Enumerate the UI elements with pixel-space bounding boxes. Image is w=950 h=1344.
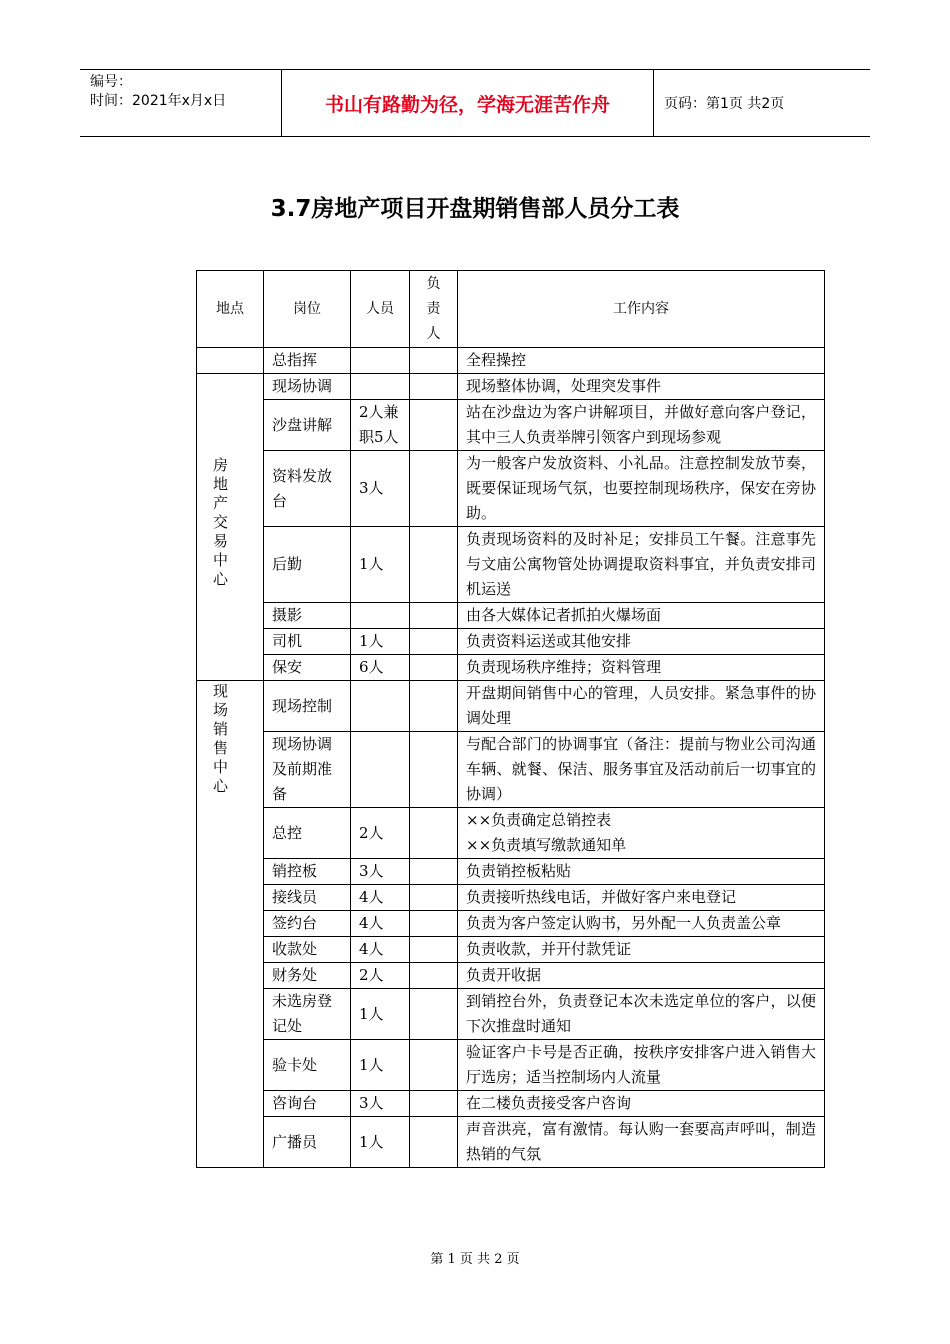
header-content: 工作内容 <box>458 271 825 348</box>
position-cell: 沙盘讲解 <box>264 400 351 451</box>
content-cell: 负责收款，并开付款凭证 <box>458 937 825 963</box>
table-row <box>197 348 825 374</box>
table-row <box>197 808 825 859</box>
staff-cell: 3人 <box>351 451 410 527</box>
header-position: 岗位 <box>264 271 351 348</box>
responsible-cell <box>410 374 458 400</box>
header-time: 时间：2021年x月x日 <box>90 93 227 109</box>
staff-assignment-table <box>196 270 825 1168</box>
content-cell: 验证客户卡号是否正确，按秩序安排客户进入销售大厅选房；适当控制场内人流量 <box>458 1040 825 1091</box>
table-row <box>197 1040 825 1091</box>
responsible-cell <box>410 732 458 808</box>
content-cell: 负责资料运送或其他安排 <box>458 629 825 655</box>
responsible-cell <box>410 859 458 885</box>
table-row <box>197 400 825 451</box>
table-row <box>197 859 825 885</box>
content-cell: 在二楼负责接受客户咨询 <box>458 1091 825 1117</box>
responsible-cell <box>410 808 458 859</box>
staff-cell: 1人 <box>351 1040 410 1091</box>
content-cell: 声音洪亮，富有激情。每认购一套要高声呼叫，制造热销的气氛 <box>458 1117 825 1168</box>
location-cell-trading-center <box>197 374 264 681</box>
position-cell: 资料发放台 <box>264 451 351 527</box>
responsible-cell <box>410 348 458 374</box>
staff-cell: 2人兼职5人 <box>351 400 410 451</box>
responsible-cell <box>410 629 458 655</box>
responsible-cell <box>410 681 458 732</box>
page-title: 3.7房地产项目开盘期销售部人员分工表 <box>270 196 680 222</box>
responsible-cell <box>410 937 458 963</box>
position-cell: 现场协调及前期准备 <box>264 732 351 808</box>
content-line: ××负责填写缴款通知单 <box>466 836 627 854</box>
table-row <box>197 527 825 603</box>
document-header <box>80 69 870 137</box>
staff-cell: 2人 <box>351 963 410 989</box>
header-responsible <box>410 271 458 348</box>
position-cell: 司机 <box>264 629 351 655</box>
responsible-cell <box>410 451 458 527</box>
header-responsible-label: 负责人 <box>426 275 441 342</box>
content-cell: 与配合部门的协调事宜（备注：提前与物业公司沟通车辆、就餐、保洁、服务事宜及活动前后一切事宜的协调） <box>458 732 825 808</box>
staff-cell: 1人 <box>351 1117 410 1168</box>
content-cell: 负责为客户签定认购书，另外配一人负责盖公章 <box>458 911 825 937</box>
table-row <box>197 989 825 1040</box>
staff-cell: 1人 <box>351 629 410 655</box>
position-cell: 销控板 <box>264 859 351 885</box>
responsible-cell <box>410 1040 458 1091</box>
content-cell: 负责接听热线电话，并做好客户来电登记 <box>458 885 825 911</box>
staff-cell <box>351 732 410 808</box>
content-cell <box>458 808 825 859</box>
staff-cell: 4人 <box>351 937 410 963</box>
position-cell: 现场控制 <box>264 681 351 732</box>
content-cell: 全程操控 <box>458 348 825 374</box>
position-cell: 总控 <box>264 808 351 859</box>
table-row <box>197 1117 825 1168</box>
position-cell: 接线员 <box>264 885 351 911</box>
location-label: 现场销售中心 <box>211 683 229 797</box>
staff-cell <box>351 374 410 400</box>
content-cell: 开盘期间销售中心的管理，人员安排。紧急事件的协调处理 <box>458 681 825 732</box>
content-cell: 由各大媒体记者抓拍火爆场面 <box>458 603 825 629</box>
responsible-cell <box>410 963 458 989</box>
table-row <box>197 937 825 963</box>
responsible-cell <box>410 989 458 1040</box>
table-row <box>197 655 825 681</box>
responsible-cell <box>410 655 458 681</box>
staff-cell: 3人 <box>351 859 410 885</box>
table-row <box>197 603 825 629</box>
content-cell: 负责开收据 <box>458 963 825 989</box>
staff-cell: 4人 <box>351 911 410 937</box>
table-row <box>197 885 825 911</box>
content-cell: 为一般客户发放资料、小礼品。注意控制发放节奏，既要保证现场气氛，也要控制现场秩序，保安在旁协助。 <box>458 451 825 527</box>
staff-cell: 4人 <box>351 885 410 911</box>
table-row <box>197 911 825 937</box>
table-header-row <box>197 271 825 348</box>
table-row <box>197 963 825 989</box>
position-cell: 签约台 <box>264 911 351 937</box>
responsible-cell <box>410 911 458 937</box>
responsible-cell <box>410 527 458 603</box>
table-row <box>197 629 825 655</box>
position-cell: 总指挥 <box>264 348 351 374</box>
table-row <box>197 1091 825 1117</box>
position-cell: 未选房登记处 <box>264 989 351 1040</box>
content-cell: 负责现场资料的及时补足；安排员工午餐。注意事先与文庙公寓物管处协调提取资料事宜，并负责安排司机运送 <box>458 527 825 603</box>
position-cell: 保安 <box>264 655 351 681</box>
table-row <box>197 374 825 400</box>
responsible-cell <box>410 1091 458 1117</box>
header-meta <box>80 70 282 136</box>
staff-cell: 1人 <box>351 989 410 1040</box>
responsible-cell <box>410 885 458 911</box>
content-cell: 负责销控板粘贴 <box>458 859 825 885</box>
responsible-cell <box>410 400 458 451</box>
header-number: 编号： <box>90 74 132 90</box>
location-cell <box>197 348 264 374</box>
location-label: 房地产交易中心 <box>211 456 229 590</box>
responsible-cell <box>410 603 458 629</box>
table-row <box>197 732 825 808</box>
position-cell: 验卡处 <box>264 1040 351 1091</box>
header-motto: 书山有路勤为径，学海无涯苦作舟 <box>282 70 654 136</box>
position-cell: 后勤 <box>264 527 351 603</box>
staff-cell: 2人 <box>351 808 410 859</box>
content-cell: 现场整体协调，处理突发事件 <box>458 374 825 400</box>
staff-cell: 6人 <box>351 655 410 681</box>
position-cell: 现场协调 <box>264 374 351 400</box>
header-page-info: 页码：第1页 共2页 <box>664 96 785 112</box>
position-cell: 广播员 <box>264 1117 351 1168</box>
staff-cell <box>351 348 410 374</box>
content-cell: 站在沙盘边为客户讲解项目，并做好意向客户登记，其中三人负责举牌引领客户到现场参观 <box>458 400 825 451</box>
header-location: 地点 <box>197 271 264 348</box>
page-footer: 第 1 页 共 2 页 <box>430 1252 520 1267</box>
table-row <box>197 451 825 527</box>
content-cell: 到销控台外，负责登记本次未选定单位的客户，以便下次推盘时通知 <box>458 989 825 1040</box>
header-staff: 人员 <box>351 271 410 348</box>
position-cell: 财务处 <box>264 963 351 989</box>
position-cell: 收款处 <box>264 937 351 963</box>
staff-cell: 3人 <box>351 1091 410 1117</box>
table-row <box>197 681 825 732</box>
position-cell: 咨询台 <box>264 1091 351 1117</box>
staff-cell: 1人 <box>351 527 410 603</box>
staff-cell <box>351 603 410 629</box>
content-line: ××负责确定总销控表 <box>466 811 612 829</box>
responsible-cell <box>410 1117 458 1168</box>
staff-cell <box>351 681 410 732</box>
position-cell: 摄影 <box>264 603 351 629</box>
content-cell: 负责现场秩序维持；资料管理 <box>458 655 825 681</box>
location-cell-sales-center <box>197 681 264 1168</box>
